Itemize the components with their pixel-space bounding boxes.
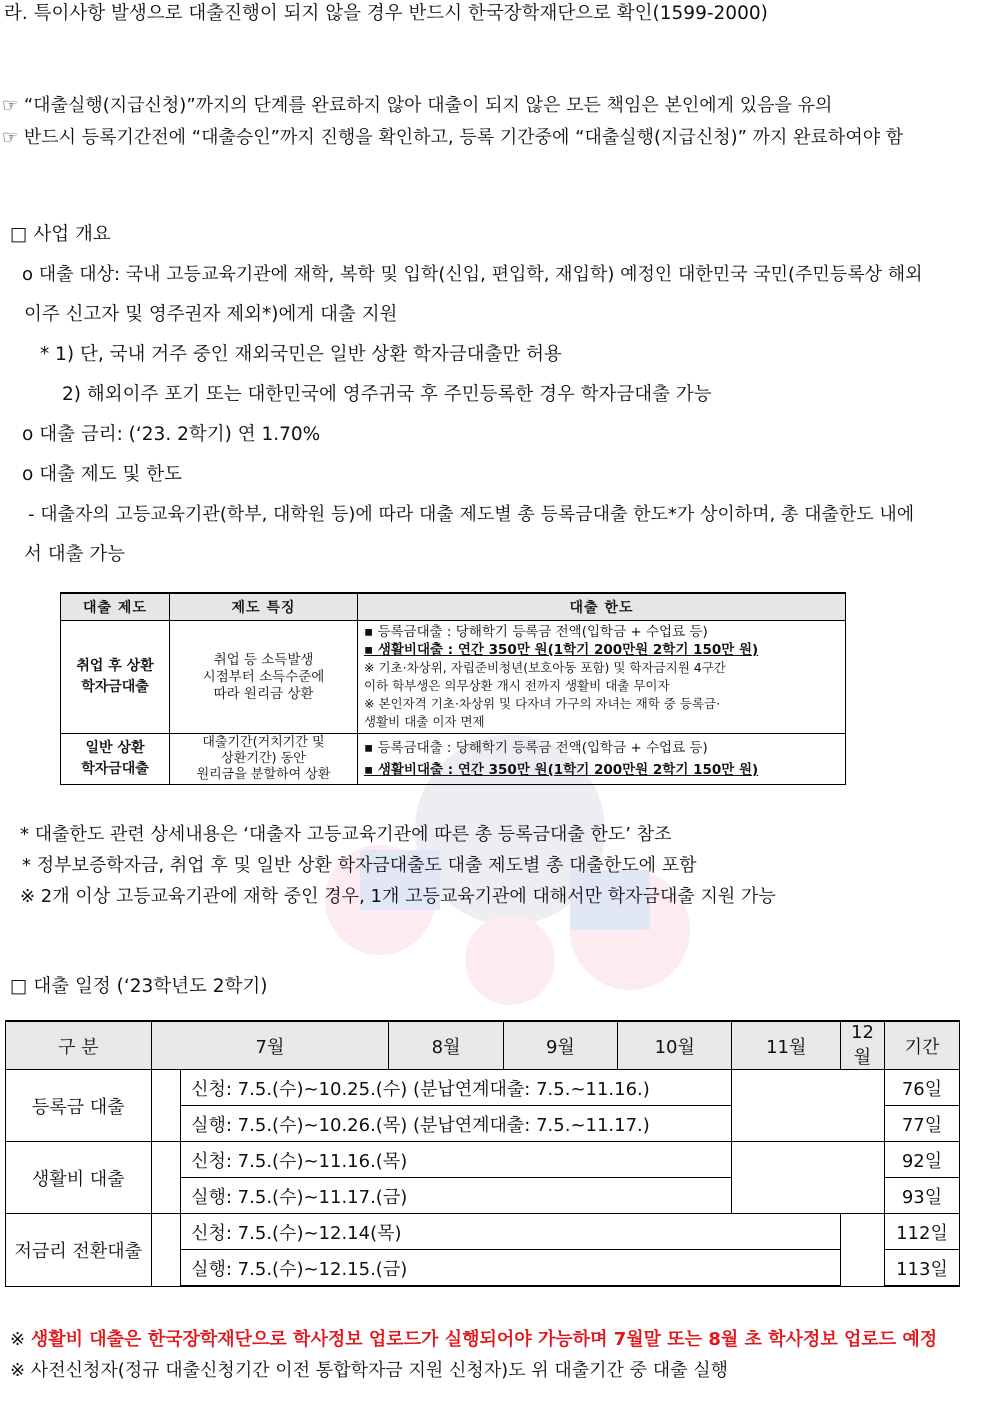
limit-detail-cell bbox=[358, 734, 846, 785]
footer-note-red bbox=[10, 1328, 937, 1352]
loan-limit-table bbox=[60, 592, 846, 785]
target-note-1: * 1) 단, 국내 거주 중인 재외국민은 일반 상환 학자금대출만 허용 bbox=[40, 344, 562, 365]
bullet-tuition: ▪ 등록금대출 : 당해학기 등록금 전액(입학금 + 수업료 등) bbox=[364, 740, 708, 756]
note-exemption-1: ※ 본인자격 기초·차상위 및 다자녀 가구의 자녀는 재학 중 등록금· bbox=[364, 696, 721, 711]
target-note-2: 2) 해외이주 포기 또는 대한민국에 영주귀국 후 주민등록한 경우 학자금대출 가능 bbox=[62, 384, 712, 405]
schedule-text: 실행: 7.5.(수)~11.17.(금) bbox=[181, 1178, 732, 1214]
schedule-group-name: 저금리 전환대출 bbox=[6, 1214, 152, 1287]
system-desc-2: 서 대출 가능 bbox=[24, 544, 126, 565]
target-line-2: 이주 신고자 및 영주권자 제외*)에게 대출 지원 bbox=[24, 304, 398, 325]
note-interest-free-1: ※ 기초·차상위, 자립준비청년(보호아동 포함) 및 학자금지원 4구간 bbox=[364, 660, 726, 675]
limit-header-feature: 제도 특징 bbox=[170, 593, 358, 621]
schedule-table bbox=[5, 1020, 960, 1287]
limit-header-system: 대출 제도 bbox=[61, 593, 170, 621]
schedule-group-name: 생활비 대출 bbox=[6, 1142, 152, 1214]
limit-system-cell: 일반 상환 학자금대출 bbox=[61, 734, 170, 785]
schedule-blank bbox=[151, 1214, 181, 1287]
schedule-header-category: 구 분 bbox=[6, 1021, 152, 1070]
schedule-blank bbox=[151, 1142, 181, 1214]
schedule-header-dec: 12월 bbox=[841, 1021, 885, 1070]
note-interest-free-2: 이하 학부생은 의무상환 개시 전까지 생활비 대출 무이자 bbox=[364, 678, 670, 693]
schedule-blank bbox=[732, 1070, 885, 1142]
overview-heading: □ 사업 개요 bbox=[10, 224, 111, 245]
limit-note-1: * 대출한도 관련 상세내용은 ‘대출자 고등교육기관에 따른 총 등록금대출 한도’ 참조 bbox=[20, 824, 672, 845]
schedule-days: 112일 bbox=[884, 1214, 959, 1250]
table-row bbox=[6, 1214, 960, 1250]
rate-line: o 대출 금리: (‘23. 2학기) 연 1.70% bbox=[22, 424, 321, 445]
limit-system-cell: 취업 후 상환 학자금대출 bbox=[61, 621, 170, 734]
schedule-text: 신청: 7.5.(수)~12.14(목) bbox=[181, 1214, 841, 1250]
limit-detail-cell bbox=[358, 621, 846, 734]
limit-feature-cell: 대출기간(거치기간 및 상환기간) 동안 원리금을 분할하여 상환 bbox=[170, 734, 358, 785]
schedule-header-aug: 8월 bbox=[389, 1021, 503, 1070]
schedule-text: 신청: 7.5.(수)~11.16.(목) bbox=[181, 1142, 732, 1178]
schedule-days: 93일 bbox=[884, 1178, 959, 1214]
system-desc-1: - 대출자의 고등교육기관(학부, 대학원 등)에 따라 대출 제도별 총 등록금대출 한도*가 상이하며, 총 대출한도 내에 bbox=[28, 504, 915, 525]
footer-note-red-text: 생활비 대출은 한국장학재단으로 학사정보 업로드가 실행되어야 가능하며 7월말 또는 8월 초 학사정보 업로드 예정 bbox=[30, 1329, 938, 1350]
schedule-days: 76일 bbox=[884, 1070, 959, 1106]
limit-note-2: * 정부보증학자금, 취업 후 및 일반 상환 학자금대출도 대출 제도별 총 대출한도에 포함 bbox=[22, 855, 697, 876]
target-line-1: o 대출 대상: 국내 고등교육기관에 재학, 복학 및 입학(신입, 편입학, 재입학) 예정인 대한민국 국민(주민등록상 해외 bbox=[22, 264, 923, 285]
schedule-days: 77일 bbox=[884, 1106, 959, 1142]
schedule-blank bbox=[732, 1142, 885, 1214]
schedule-days: 113일 bbox=[884, 1250, 959, 1287]
table-row bbox=[6, 1142, 960, 1178]
schedule-days: 92일 bbox=[884, 1142, 959, 1178]
schedule-blank bbox=[151, 1070, 181, 1142]
table-row bbox=[61, 621, 846, 734]
note-exemption-2: 생활비 대출 이자 면제 bbox=[364, 714, 485, 729]
intro-line: 라. 특이사항 발생으로 대출진행이 되지 않을 경우 반드시 한국장학재단으로 확인(1599-2000) bbox=[4, 3, 768, 24]
schedule-blank bbox=[841, 1214, 885, 1287]
schedule-header-jul: 7월 bbox=[151, 1021, 389, 1070]
table-row bbox=[6, 1070, 960, 1106]
schedule-text: 실행: 7.5.(수)~12.15.(금) bbox=[181, 1250, 841, 1287]
footer-note-red-prefix: ※ bbox=[10, 1329, 26, 1350]
limit-feature-cell: 취업 등 소득발생 시점부터 소득수준에 따라 원리금 상환 bbox=[170, 621, 358, 734]
intro-note-1: ☞ “대출실행(지급신청)”까지의 단계를 완료하지 않아 대출이 되지 않은 모든 책임은 본인에게 있음을 유의 bbox=[2, 95, 833, 116]
footer-note-2: ※ 사전신청자(정규 대출신청기간 이전 통합학자금 지원 신청자)도 위 대출기간 중 대출 실행 bbox=[10, 1360, 729, 1381]
schedule-header-period: 기간 bbox=[884, 1021, 959, 1070]
intro-note-2: ☞ 반드시 등록기간전에 “대출승인”까지 진행을 확인하고, 등록 기간중에 “대출실행(지급신청)” 까지 완료하여야 함 bbox=[2, 127, 904, 148]
limit-note-3: ※ 2개 이상 고등교육기관에 재학 중인 경우, 1개 고등교육기관에 대해서만 학자금대출 지원 가능 bbox=[20, 886, 776, 907]
schedule-header-sep: 9월 bbox=[503, 1021, 617, 1070]
bullet-living: ▪ 생활비대출 : 연간 350만 원(1학기 200만원 2학기 150만 원) bbox=[364, 762, 759, 778]
schedule-header-nov: 11월 bbox=[732, 1021, 841, 1070]
bullet-living: ▪ 생활비대출 : 연간 350만 원(1학기 200만원 2학기 150만 원) bbox=[364, 642, 759, 658]
schedule-text: 신청: 7.5.(수)~10.25.(수) (분납연계대출: 7.5.~11.16.) bbox=[181, 1070, 732, 1106]
limit-header-limit: 대출 한도 bbox=[358, 593, 846, 621]
table-row bbox=[61, 734, 846, 785]
bullet-tuition: ▪ 등록금대출 : 당해학기 등록금 전액(입학금 + 수업료 등) bbox=[364, 624, 708, 640]
system-line: o 대출 제도 및 한도 bbox=[22, 464, 182, 485]
schedule-heading: □ 대출 일정 (‘23학년도 2학기) bbox=[10, 976, 268, 997]
schedule-group-name: 등록금 대출 bbox=[6, 1070, 152, 1142]
schedule-header-oct: 10월 bbox=[618, 1021, 732, 1070]
schedule-text: 실행: 7.5.(수)~10.26.(목) (분납연계대출: 7.5.~11.17.) bbox=[181, 1106, 732, 1142]
